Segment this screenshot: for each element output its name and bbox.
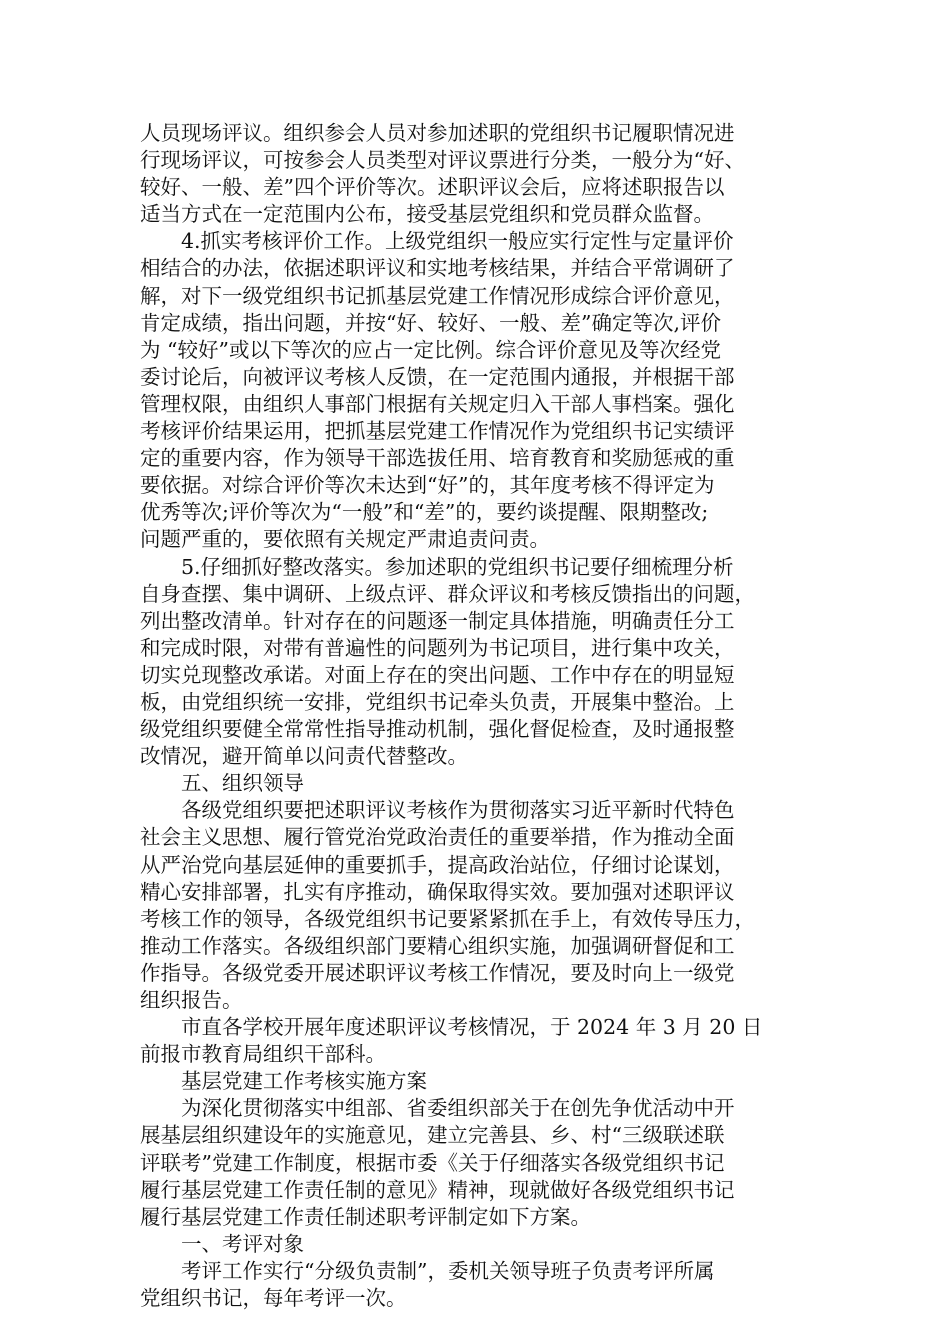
text-line: 基层党建工作考核实施方案 [140, 1069, 427, 1094]
text-line: 问题严重的，要依照有关规定严肃追责问责。 [140, 527, 550, 552]
text-line: 级党组织要健全常常性指导推动机制，强化督促检查，及时通报整 [140, 717, 735, 742]
text-line: 社会主义思想、履行管党治党政治责任的重要举措，作为推动全面 [140, 825, 735, 850]
text-line: 人员现场评议。组织参会人员对参加述职的党组织书记履职情况进 [140, 121, 735, 145]
text-line: 一、考评对象 [140, 1231, 304, 1256]
text-line: 行现场评议，可按参会人员类型对评议票进行分类，一般分为“好、 [140, 148, 745, 173]
text-line: 考评工作实行“分级负责制”，委机关领导班子负责考评所属 [140, 1258, 715, 1283]
text-line: 切实兑现整改承诺。对面上存在的突出问题、工作中存在的明显短 [140, 662, 735, 687]
text-line: 板，由党组织统一安排，党组织书记牵头负责，开展集中整治。上 [140, 689, 735, 714]
text-line: 考核评价结果运用，把抓基层党建工作情况作为党组织书记实绩评 [140, 419, 735, 444]
text-line: 从严治党向基层延伸的重要抓手，提高政治站位，仔细讨论谋划， [140, 852, 735, 877]
text-line: 前报市教育局组织干部科。 [140, 1042, 386, 1067]
text-line: 为 “较好”或以下等次的应占一定比例。综合评价意见及等次经党 [140, 337, 721, 362]
document-body [140, 120, 810, 1312]
text-line: 五、组织领导 [140, 771, 304, 796]
text-line: 适当方式在一定范围内公布，接受基层党组织和党员群众监督。 [140, 202, 714, 227]
text-line: 较好、一般、差”四个评价等次。述职评议会后，应将述职报告以 [140, 175, 725, 200]
text-line: 履行基层党建工作责任制述职考评制定如下方案。 [140, 1204, 591, 1229]
text-line: 相结合的办法，依据述职评议和实地考核结果，并结合平常调研了 [140, 256, 735, 281]
text-line: 作指导。各级党委开展述职评议考核工作情况，要及时向上一级党 [140, 960, 735, 985]
text-line: 管理权限，由组织人事部门根据有关规定归入干部人事档案。强化 [140, 391, 735, 416]
text-line: 自身查摆、集中调研、上级点评、群众评议和考核反馈指出的问题， [140, 581, 755, 606]
text-line: 各级党组织要把述职评议考核作为贯彻落实习近平新时代特色 [140, 798, 735, 823]
text-line: 优秀等次;评价等次为“一般”和“差”的，要约谈提醒、限期整改; [140, 500, 709, 525]
text-line: 考核工作的领导，各级党组织书记要紧紧抓在手上，有效传导压力， [140, 906, 755, 931]
text-line: 列出整改清单。针对存在的问题逐一制定具体措施，明确责任分工 [140, 608, 735, 633]
text-line: 肯定成绩，指出问题，并按“好、较好、一般、差”确定等次,评价 [140, 310, 721, 335]
text-line: 4.抓实考核评价工作。上级党组织一般应实行定性与定量评价 [140, 229, 734, 254]
text-line: 定的重要内容，作为领导干部选拔任用、培育教育和奖励惩戒的重 [140, 446, 735, 471]
text-line: 精心安排部署，扎实有序推动，确保取得实效。要加强对述职评议 [140, 879, 735, 904]
text-line: 党组织书记，每年考评一次。 [140, 1286, 407, 1311]
text-line: 为深化贯彻落实中组部、省委组织部关于在创先争优活动中开 [140, 1096, 735, 1121]
text-line: 和完成时限，对带有普遍性的问题列为书记项目，进行集中攻关， [140, 635, 735, 660]
text-line: 5.仔细抓好整改落实。参加述职的党组织书记要仔细梳理分析 [140, 554, 734, 579]
text-line: 解，对下一级党组织书记抓基层党建工作情况形成综合评价意见， [140, 283, 735, 308]
text-line: 展基层组织建设年的实施意见，建立完善县、乡、村“三级联述联 [140, 1123, 725, 1148]
text-line: 组织报告。 [140, 988, 243, 1012]
text-line: 委讨论后，向被评议考核人反馈，在一定范围内通报，并根据干部 [140, 364, 735, 389]
text-line: 改情况，避开简单以问责代替整改。 [140, 744, 468, 769]
text-line: 推动工作落实。各级组织部门要精心组织实施，加强调研督促和工 [140, 933, 735, 958]
text-line: 要依据。对综合评价等次未达到“好”的，其年度考核不得评定为 [140, 473, 715, 498]
text-line: 市直各学校开展年度述职评议考核情况，于 2024 年 3 月 20 日 [140, 1015, 763, 1040]
text-line: 履行基层党建工作责任制的意见》精神，现就做好各级党组织书记 [140, 1177, 735, 1202]
text-line: 评联考”党建工作制度，根据市委《关于仔细落实各级党组织书记 [140, 1150, 725, 1175]
